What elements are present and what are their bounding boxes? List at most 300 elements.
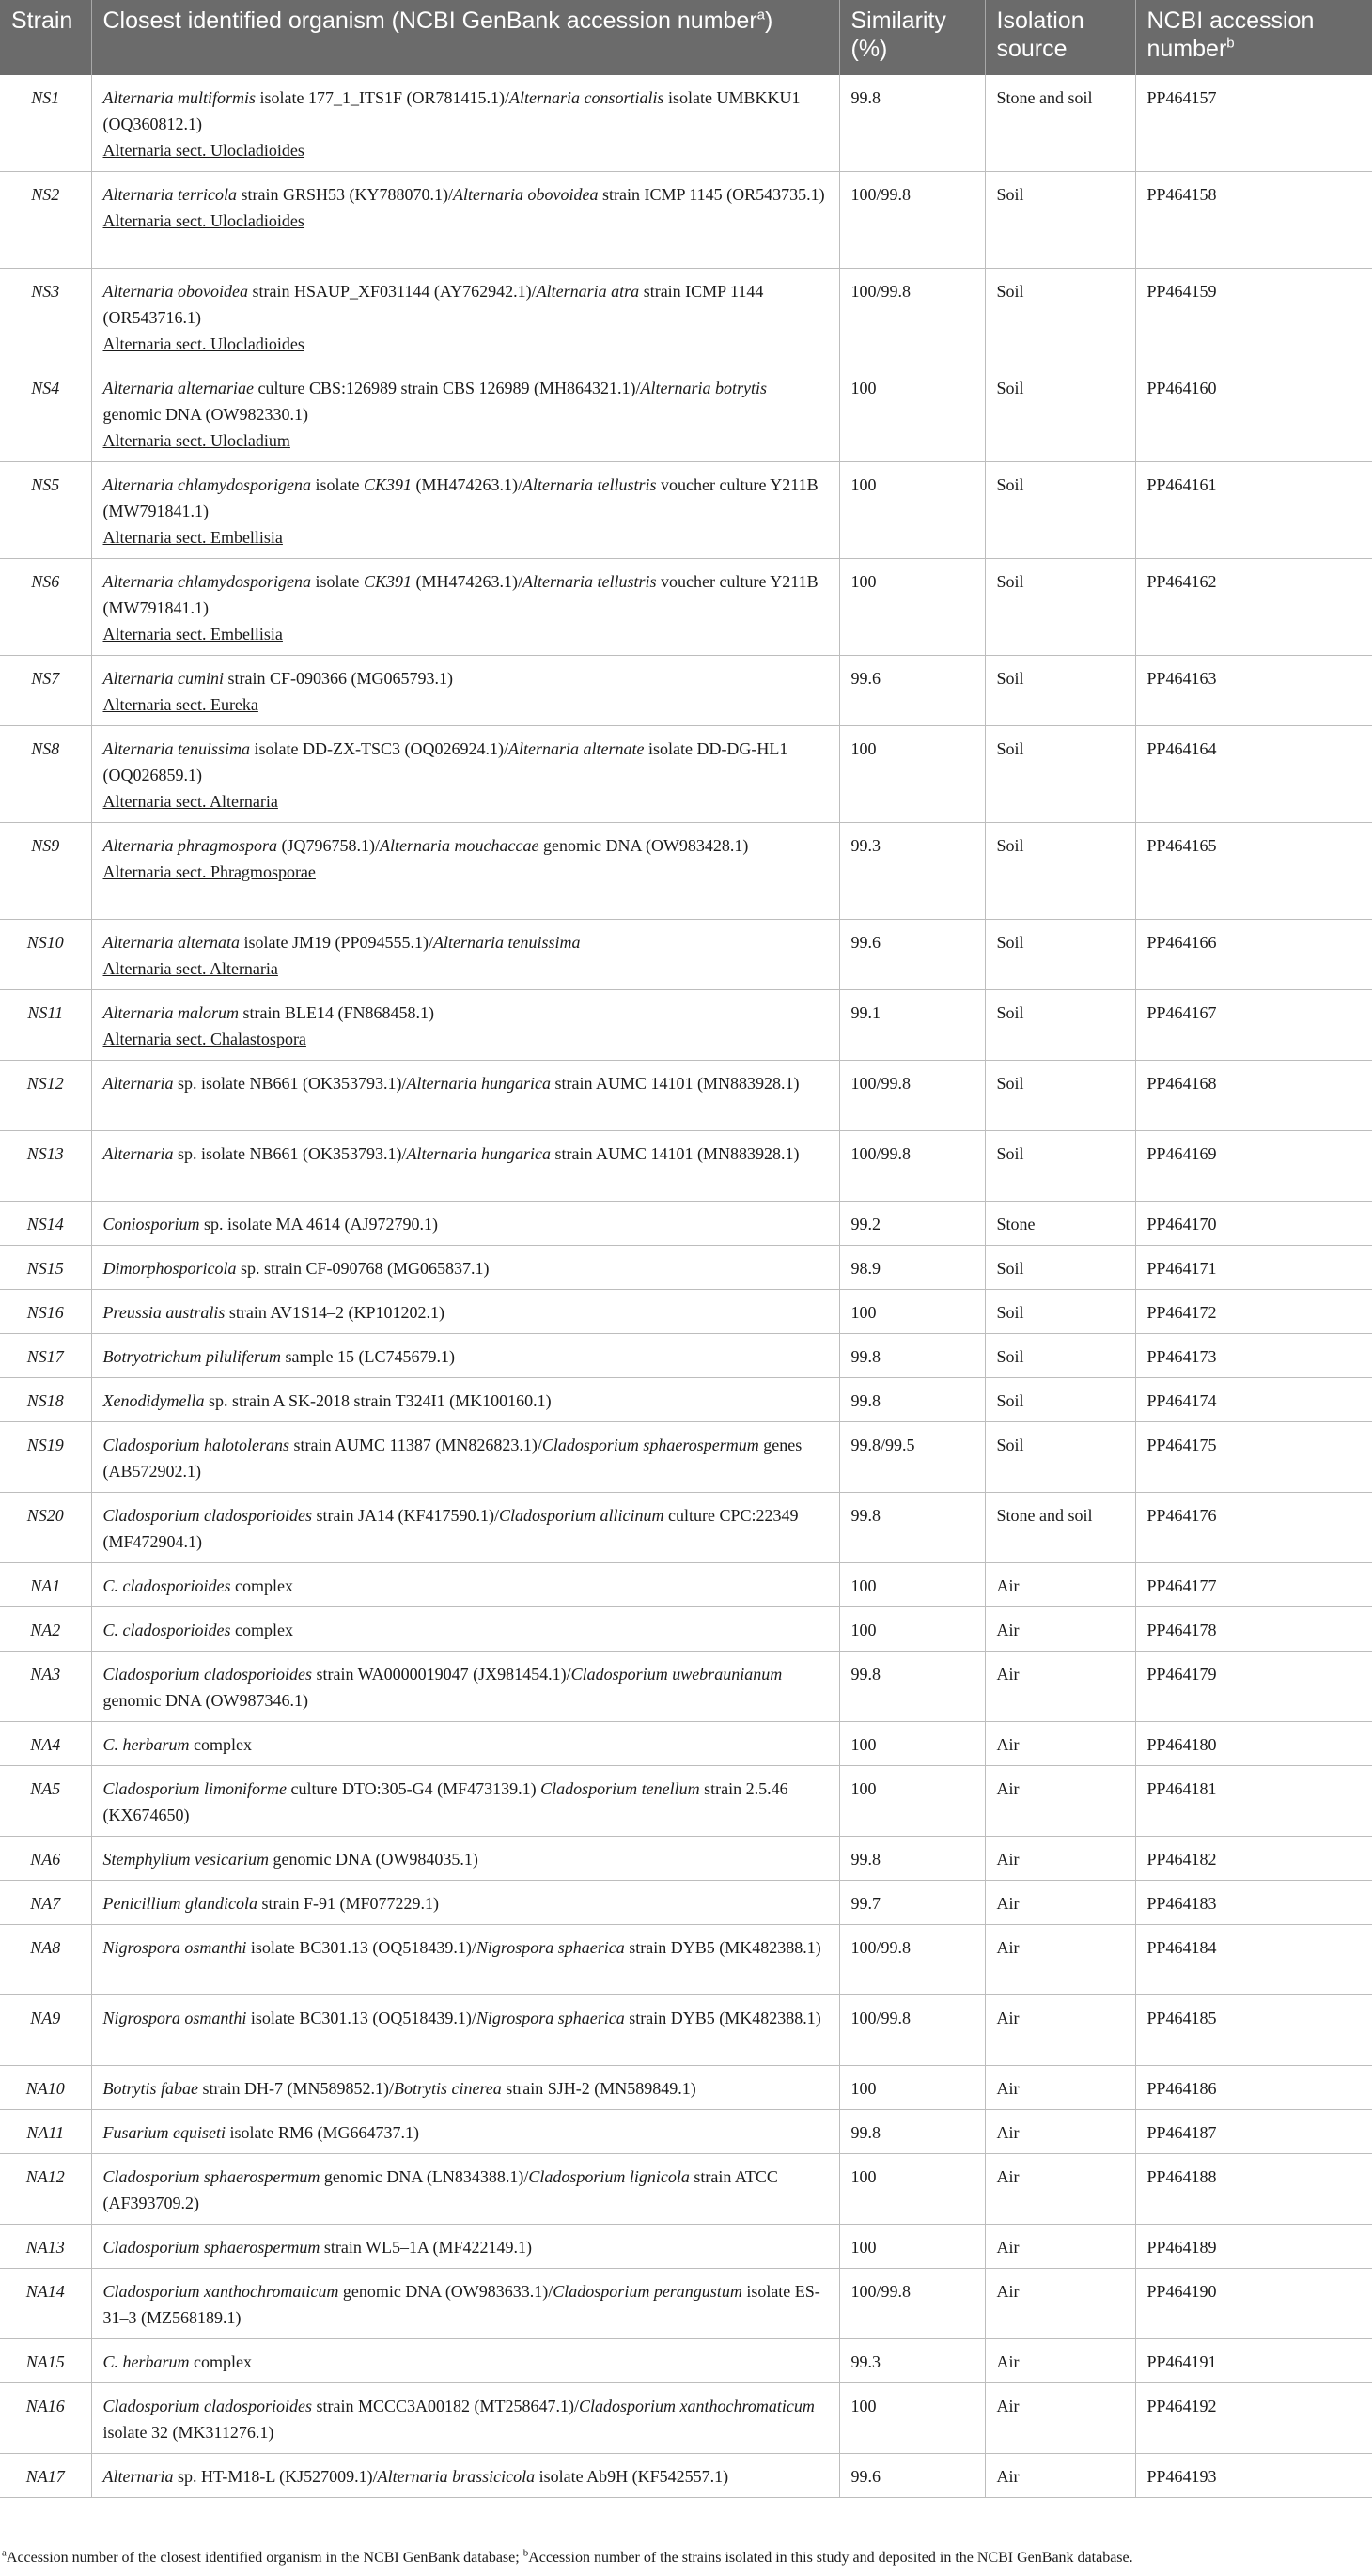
isolation-source-cell: Air (985, 2225, 1135, 2269)
organism-detail: strain DH-7 (MN589852.1)/ (198, 2079, 394, 2098)
organism-cell (91, 365, 839, 462)
organism-name: Alternaria hungarica (406, 1074, 551, 1093)
similarity-cell: 100/99.8 (839, 269, 985, 365)
similarity-cell: 100 (839, 2066, 985, 2110)
organism-cell (91, 75, 839, 172)
organism-name: Preussia australis (102, 1303, 226, 1322)
similarity-cell: 100 (839, 462, 985, 559)
organism-detail: isolate RM6 (MG664737.1) (226, 2123, 419, 2142)
organism-name: Cladosporium xanthochromaticum (579, 2397, 815, 2415)
organism-cell (91, 2454, 839, 2498)
organism-name: Alternaria obovoidea (453, 185, 599, 204)
isolation-source-cell: Soil (985, 559, 1135, 656)
strain-cell: NS16 (0, 1290, 91, 1334)
isolation-source-cell: Air (985, 2383, 1135, 2454)
organism-name: Alternaria chlamydosporigena (102, 572, 311, 591)
organism-detail: genomic DNA (LN834388.1)/ (320, 2167, 529, 2186)
organism-detail: culture CPC:22349 (MF472904.1) (102, 1506, 799, 1551)
strain-cell: NS15 (0, 1246, 91, 1290)
strain-cell: NA9 (0, 1995, 91, 2066)
organism-section: Alternaria sect. Embellisia (102, 625, 283, 644)
organism-cell (91, 1837, 839, 1881)
accession-cell: PP464173 (1135, 1334, 1372, 1378)
organism-section: Alternaria sect. Ulocladioides (102, 141, 304, 160)
organism-detail: sp. strain CF-090768 (MG065837.1) (236, 1259, 490, 1278)
organism-detail: strain SJH-2 (MN589849.1) (501, 2079, 696, 2098)
strain-cell: NA10 (0, 2066, 91, 2110)
organism-detail: strain ATCC (AF393709.2) (102, 2167, 778, 2212)
strain-cell: NS12 (0, 1061, 91, 1131)
organism-detail: sp. isolate MA 4614 (AJ972790.1) (199, 1215, 439, 1234)
organism-section: Alternaria sect. Chalastospora (102, 1030, 306, 1048)
organism-cell (91, 920, 839, 990)
organism-name: Botrytis cinerea (393, 2079, 502, 2098)
accession-cell: PP464158 (1135, 172, 1372, 269)
organism-cell (91, 1378, 839, 1422)
organism-name: Alternaria chlamydosporigena (102, 475, 311, 494)
accession-cell: PP464186 (1135, 2066, 1372, 2110)
table-header (0, 0, 1372, 75)
strain-cell: NA1 (0, 1563, 91, 1607)
similarity-cell: 100/99.8 (839, 1995, 985, 2066)
organism-name: CK391 (363, 475, 412, 494)
isolation-source-cell: Soil (985, 823, 1135, 920)
organism-detail: isolate DD-DG-HL1 (OQ026859.1) (102, 739, 788, 784)
accession-cell: PP464179 (1135, 1652, 1372, 1722)
table-footnote (2, 2548, 1370, 2568)
similarity-cell: 99.6 (839, 656, 985, 726)
isolation-source-cell: Soil (985, 172, 1135, 269)
isolation-source-cell: Soil (985, 1334, 1135, 1378)
organism-section: Alternaria sect. Ulocladium (102, 431, 290, 450)
table-row (0, 1202, 1372, 1246)
organism-cell (91, 1925, 839, 1995)
strain-cell: NA8 (0, 1925, 91, 1995)
header-similarity-label: Similarity (%) (850, 8, 946, 62)
accession-cell: PP464187 (1135, 2110, 1372, 2154)
organism-name: Alternaria consortialis (509, 88, 664, 107)
organism-cell (91, 1722, 839, 1766)
organism-name: Alternaria malorum (102, 1003, 240, 1022)
header-accession-footnote-mark: b (1226, 35, 1235, 52)
isolation-source-cell: Soil (985, 1246, 1135, 1290)
organism-cell (91, 1131, 839, 1202)
isolation-source-cell: Stone and soil (985, 75, 1135, 172)
similarity-cell: 100 (839, 1290, 985, 1334)
organism-section: Alternaria sect. Alternaria (102, 959, 278, 978)
organism-detail: strain JA14 (KF417590.1)/ (312, 1506, 500, 1525)
table-row (0, 1925, 1372, 1995)
organism-name: CK391 (363, 572, 412, 591)
isolation-source-cell: Stone (985, 1202, 1135, 1246)
organism-name: Dimorphosporicola (102, 1259, 237, 1278)
accession-cell: PP464171 (1135, 1246, 1372, 1290)
strain-cell: NA11 (0, 2110, 91, 2154)
organism-name: Nigrospora osmanthi (102, 2009, 247, 2027)
organism-cell (91, 2339, 839, 2383)
organism-section: Alternaria sect. Phragmosporae (102, 862, 316, 881)
similarity-cell: 100 (839, 559, 985, 656)
accession-cell: PP464170 (1135, 1202, 1372, 1246)
isolation-source-cell: Air (985, 1995, 1135, 2066)
organism-name: Alternaria botrytis (640, 379, 768, 397)
organism-name: Alternaria tellustris (522, 572, 657, 591)
organism-name: Cladosporium sphaerospermum (102, 2238, 320, 2257)
organism-name: Cladosporium sphaerospermum (102, 2167, 320, 2186)
organism-name: Alternaria atra (536, 282, 640, 301)
organism-detail: strain F-91 (MF077229.1) (257, 1894, 439, 1913)
organism-cell (91, 1652, 839, 1722)
organism-detail: isolate DD-ZX-TSC3 (OQ026924.1)/ (250, 739, 508, 758)
table-row (0, 2383, 1372, 2454)
strain-cell: NS17 (0, 1334, 91, 1378)
organism-name: Alternaria alternate (507, 739, 645, 758)
table-row (0, 1334, 1372, 1378)
accession-cell: PP464181 (1135, 1766, 1372, 1837)
isolation-source-cell: Soil (985, 1290, 1135, 1334)
similarity-cell: 100/99.8 (839, 1061, 985, 1131)
organism-detail: strain HSAUP_XF031144 (AY762942.1)/ (247, 282, 537, 301)
organism-detail: strain WA0000019047 (JX981454.1)/ (312, 1665, 571, 1684)
organism-section: Alternaria sect. Alternaria (102, 792, 278, 811)
organism-detail: strain CF-090366 (MG065793.1) (224, 669, 453, 688)
table-row (0, 1563, 1372, 1607)
table-row (0, 75, 1372, 172)
isolation-source-cell: Air (985, 2154, 1135, 2225)
similarity-cell: 100/99.8 (839, 1925, 985, 1995)
isolation-source-cell: Air (985, 1607, 1135, 1652)
similarity-cell: 99.8 (839, 1334, 985, 1378)
strain-cell: NA13 (0, 2225, 91, 2269)
header-isolation-source (985, 0, 1135, 75)
organism-cell (91, 1290, 839, 1334)
organism-detail: complex (189, 2352, 252, 2371)
strain-cell: NS8 (0, 726, 91, 823)
isolation-source-cell: Air (985, 2269, 1135, 2339)
organism-detail: strain AV1S14–2 (KP101202.1) (225, 1303, 445, 1322)
accession-cell: PP464185 (1135, 1995, 1372, 2066)
table-row (0, 365, 1372, 462)
similarity-cell: 100 (839, 365, 985, 462)
organism-detail: isolate BC301.13 (OQ518439.1)/ (246, 2009, 476, 2027)
organism-detail: genes (AB572902.1) (102, 1435, 803, 1481)
table-body (0, 75, 1372, 2498)
table-row (0, 1378, 1372, 1422)
organism-cell (91, 2154, 839, 2225)
organism-detail: strain AUMC 14101 (MN883928.1) (550, 1144, 800, 1163)
isolation-source-cell: Air (985, 1766, 1135, 1837)
organism-detail: culture DTO:305-G4 (MF473139.1) (287, 1779, 541, 1798)
isolation-source-cell: Soil (985, 365, 1135, 462)
organism-name: Alternaria obovoidea (102, 282, 248, 301)
strain-cell: NA12 (0, 2154, 91, 2225)
table-row (0, 1422, 1372, 1493)
organism-detail: complex (230, 1621, 293, 1639)
accession-cell: PP464184 (1135, 1925, 1372, 1995)
strain-cell: NS11 (0, 990, 91, 1061)
organism-cell (91, 823, 839, 920)
organism-name: Cladosporium tenellum (540, 1779, 700, 1798)
accession-cell: PP464188 (1135, 2154, 1372, 2225)
organism-cell (91, 2269, 839, 2339)
table-row (0, 990, 1372, 1061)
strain-cell: NS19 (0, 1422, 91, 1493)
strain-cell: NS10 (0, 920, 91, 990)
organism-name: Fusarium equiseti (102, 2123, 226, 2142)
table-row (0, 1607, 1372, 1652)
organism-detail: isolate ES-31–3 (MZ568189.1) (102, 2282, 820, 2327)
accession-cell: PP464162 (1135, 559, 1372, 656)
organism-cell (91, 1881, 839, 1925)
accession-cell: PP464165 (1135, 823, 1372, 920)
organism-detail: strain ICMP 1145 (OR543735.1) (598, 185, 825, 204)
organism-cell (91, 1493, 839, 1563)
organism-cell (91, 1246, 839, 1290)
organism-detail: strain AUMC 14101 (MN883928.1) (550, 1074, 800, 1093)
organism-cell (91, 172, 839, 269)
isolation-source-cell: Air (985, 2066, 1135, 2110)
strain-cell: NA3 (0, 1652, 91, 1722)
table-row (0, 2339, 1372, 2383)
organism-detail: sp. HT-M18-L (KJ527009.1)/ (173, 2467, 378, 2486)
organism-cell (91, 2225, 839, 2269)
accession-cell: PP464177 (1135, 1563, 1372, 1607)
strain-cell: NS14 (0, 1202, 91, 1246)
organism-detail: sp. strain A SK-2018 strain T324I1 (MK100160.1) (204, 1391, 552, 1410)
accession-cell: PP464169 (1135, 1131, 1372, 1202)
accession-cell: PP464163 (1135, 656, 1372, 726)
organism-name: Alternaria phragmospora (102, 836, 278, 855)
strain-cell: NS7 (0, 656, 91, 726)
table-row (0, 1837, 1372, 1881)
organism-detail: isolate BC301.13 (OQ518439.1)/ (246, 1938, 476, 1957)
organism-detail: strain DYB5 (MK482388.1) (624, 1938, 821, 1957)
table-row (0, 1722, 1372, 1766)
organism-detail: isolate 32 (MK311276.1) (102, 2423, 274, 2442)
organism-name: C. herbarum (102, 2352, 190, 2371)
isolation-source-cell: Air (985, 2339, 1135, 2383)
accession-cell: PP464172 (1135, 1290, 1372, 1334)
organism-detail: (MH474263.1)/ (412, 475, 522, 494)
organism-name: Alternaria tenuissima (433, 933, 581, 952)
similarity-cell: 100/99.8 (839, 1131, 985, 1202)
organism-name: Cladosporium sphaerospermum (541, 1435, 759, 1454)
header-accession-label: NCBI accession number (1146, 8, 1315, 62)
similarity-cell: 100/99.8 (839, 172, 985, 269)
organism-name: Alternaria (102, 1074, 174, 1093)
isolation-source-cell: Soil (985, 1131, 1135, 1202)
organism-detail: genomic DNA (OW987346.1) (102, 1691, 308, 1710)
footnote-a-text: Accession number of the closest identified organism in the NCBI GenBank database; (6, 2550, 523, 2566)
organism-name: Cladosporium uwebraunianum (570, 1665, 783, 1684)
table-row (0, 1766, 1372, 1837)
organism-name: Alternaria brassicicola (377, 2467, 536, 2486)
strain-cell: NS1 (0, 75, 91, 172)
footnote-b-text: Accession number of the strains isolated in this study and deposited in the NCBI GenBank database. (528, 2550, 1133, 2566)
accession-cell: PP464166 (1135, 920, 1372, 990)
organism-name: Alternaria (102, 2467, 174, 2486)
similarity-cell: 100 (839, 1766, 985, 1837)
accession-cell: PP464167 (1135, 990, 1372, 1061)
accession-cell: PP464164 (1135, 726, 1372, 823)
strain-cell: NS13 (0, 1131, 91, 1202)
organism-detail: genomic DNA (OW983428.1) (538, 836, 749, 855)
strain-cell: NA2 (0, 1607, 91, 1652)
organism-name: Botryotrichum piluliferum (102, 1347, 281, 1366)
organism-section: Alternaria sect. Ulocladioides (102, 211, 304, 230)
strain-cell: NA14 (0, 2269, 91, 2339)
strain-cell: NS6 (0, 559, 91, 656)
organism-name: C. cladosporioides (102, 1576, 231, 1595)
organism-name: Alternaria alternariae (102, 379, 254, 397)
organism-section: Alternaria sect. Ulocladioides (102, 334, 304, 353)
table-row (0, 823, 1372, 920)
similarity-cell: 99.1 (839, 990, 985, 1061)
organism-detail: strain BLE14 (FN868458.1) (239, 1003, 434, 1022)
accession-cell: PP464157 (1135, 75, 1372, 172)
organism-detail: isolate (310, 475, 364, 494)
isolation-source-cell: Soil (985, 726, 1135, 823)
accession-cell: PP464178 (1135, 1607, 1372, 1652)
organism-name: Cladosporium lignicola (528, 2167, 690, 2186)
similarity-cell: 100/99.8 (839, 2269, 985, 2339)
strain-cell: NS18 (0, 1378, 91, 1422)
organism-name: Nigrospora osmanthi (102, 1938, 247, 1957)
table-row (0, 1881, 1372, 1925)
table-row (0, 2454, 1372, 2498)
organism-cell (91, 1766, 839, 1837)
isolation-source-cell: Soil (985, 990, 1135, 1061)
isolation-source-cell: Soil (985, 920, 1135, 990)
organism-detail: strain AUMC 11387 (MN826823.1)/ (289, 1435, 542, 1454)
organism-name: Cladosporium limoniforme (102, 1779, 288, 1798)
header-closest-organism (91, 0, 839, 75)
organism-detail: culture CBS:126989 strain CBS 126989 (MH864321.1)/ (254, 379, 641, 397)
table-row (0, 462, 1372, 559)
footnote-b-mark: b (522, 2547, 529, 2559)
strain-cell: NS4 (0, 365, 91, 462)
similarity-cell: 100 (839, 2225, 985, 2269)
similarity-cell: 99.8/99.5 (839, 1422, 985, 1493)
table-row (0, 726, 1372, 823)
organism-name: Cladosporium halotolerans (102, 1435, 290, 1454)
accession-cell: PP464180 (1135, 1722, 1372, 1766)
organism-cell (91, 2110, 839, 2154)
organism-cell (91, 559, 839, 656)
isolation-source-cell: Soil (985, 269, 1135, 365)
header-similarity (839, 0, 985, 75)
organism-cell (91, 726, 839, 823)
table-row (0, 2225, 1372, 2269)
strain-cell: NS20 (0, 1493, 91, 1563)
header-organism-label: Closest identified organism (NCBI GenBank accession number (102, 8, 757, 34)
isolation-source-cell: Stone and soil (985, 1493, 1135, 1563)
table-row (0, 656, 1372, 726)
similarity-cell: 99.3 (839, 823, 985, 920)
organism-detail: strain 2.5.46 (KX674650) (102, 1779, 788, 1824)
header-strain-label: Strain (11, 8, 73, 34)
strain-cell: NA4 (0, 1722, 91, 1766)
similarity-cell: 99.7 (839, 1881, 985, 1925)
header-source-label: Isolation source (996, 8, 1084, 62)
table-row (0, 1246, 1372, 1290)
accession-cell: PP464191 (1135, 2339, 1372, 2383)
table-row (0, 559, 1372, 656)
organism-name: Cladosporium perangustum (553, 2282, 742, 2301)
organism-name: Cladosporium cladosporioides (102, 1665, 313, 1684)
strain-cell: NA17 (0, 2454, 91, 2498)
header-strain (0, 0, 91, 75)
table-row (0, 2154, 1372, 2225)
organism-name: Coniosporium (102, 1215, 200, 1234)
isolation-source-cell: Air (985, 1925, 1135, 1995)
similarity-cell: 98.9 (839, 1246, 985, 1290)
organism-name: Alternaria hungarica (406, 1144, 551, 1163)
table-row (0, 2269, 1372, 2339)
organism-name: Stemphylium vesicarium (102, 1850, 269, 1869)
isolation-source-cell: Soil (985, 1061, 1135, 1131)
isolation-source-cell: Air (985, 1563, 1135, 1607)
accession-cell: PP464161 (1135, 462, 1372, 559)
organism-cell (91, 1422, 839, 1493)
organism-name: Cladosporium xanthochromaticum (102, 2282, 339, 2301)
strain-cell: NS3 (0, 269, 91, 365)
organism-detail: sp. isolate NB661 (OK353793.1)/ (173, 1074, 407, 1093)
similarity-cell: 99.3 (839, 2339, 985, 2383)
table-row (0, 1290, 1372, 1334)
organism-detail: isolate (310, 572, 364, 591)
organism-detail: sp. isolate NB661 (OK353793.1)/ (173, 1144, 407, 1163)
organism-name: Alternaria tenuissima (102, 739, 250, 758)
header-organism-footnote-mark: a (756, 7, 765, 23)
similarity-cell: 99.8 (839, 1493, 985, 1563)
organism-detail: voucher culture Y211B (MW791841.1) (102, 572, 819, 617)
organism-cell (91, 1995, 839, 2066)
organism-detail: (MH474263.1)/ (412, 572, 522, 591)
isolation-source-cell: Air (985, 1722, 1135, 1766)
organism-detail: complex (189, 1735, 252, 1754)
organism-detail: sample 15 (LC745679.1) (280, 1347, 455, 1366)
accession-cell: PP464168 (1135, 1061, 1372, 1131)
organism-name: Alternaria alternata (102, 933, 240, 952)
organism-cell (91, 2383, 839, 2454)
organism-cell (91, 1334, 839, 1378)
accession-cell: PP464174 (1135, 1378, 1372, 1422)
organism-name: Nigrospora sphaerica (476, 2009, 625, 2027)
organism-name: Alternaria terricola (102, 185, 237, 204)
strain-cell: NA7 (0, 1881, 91, 1925)
accession-cell: PP464193 (1135, 2454, 1372, 2498)
similarity-cell: 99.8 (839, 2110, 985, 2154)
isolation-source-cell: Soil (985, 462, 1135, 559)
organism-detail: strain ICMP 1144 (OR543716.1) (102, 282, 764, 327)
organism-cell (91, 1607, 839, 1652)
organism-cell (91, 2066, 839, 2110)
isolation-source-cell: Soil (985, 1422, 1135, 1493)
table-row (0, 269, 1372, 365)
isolation-source-cell: Air (985, 2110, 1135, 2154)
organism-name: Botrytis fabae (102, 2079, 198, 2098)
strain-cell: NA5 (0, 1766, 91, 1837)
organism-name: Xenodidymella (102, 1391, 205, 1410)
similarity-cell: 100 (839, 1607, 985, 1652)
header-organism-close-paren: ) (765, 8, 773, 34)
organism-name: Alternaria (102, 1144, 174, 1163)
organism-detail: isolate JM19 (PP094555.1)/ (240, 933, 434, 952)
strain-cell: NS9 (0, 823, 91, 920)
strain-cell: NA16 (0, 2383, 91, 2454)
similarity-cell: 100 (839, 726, 985, 823)
